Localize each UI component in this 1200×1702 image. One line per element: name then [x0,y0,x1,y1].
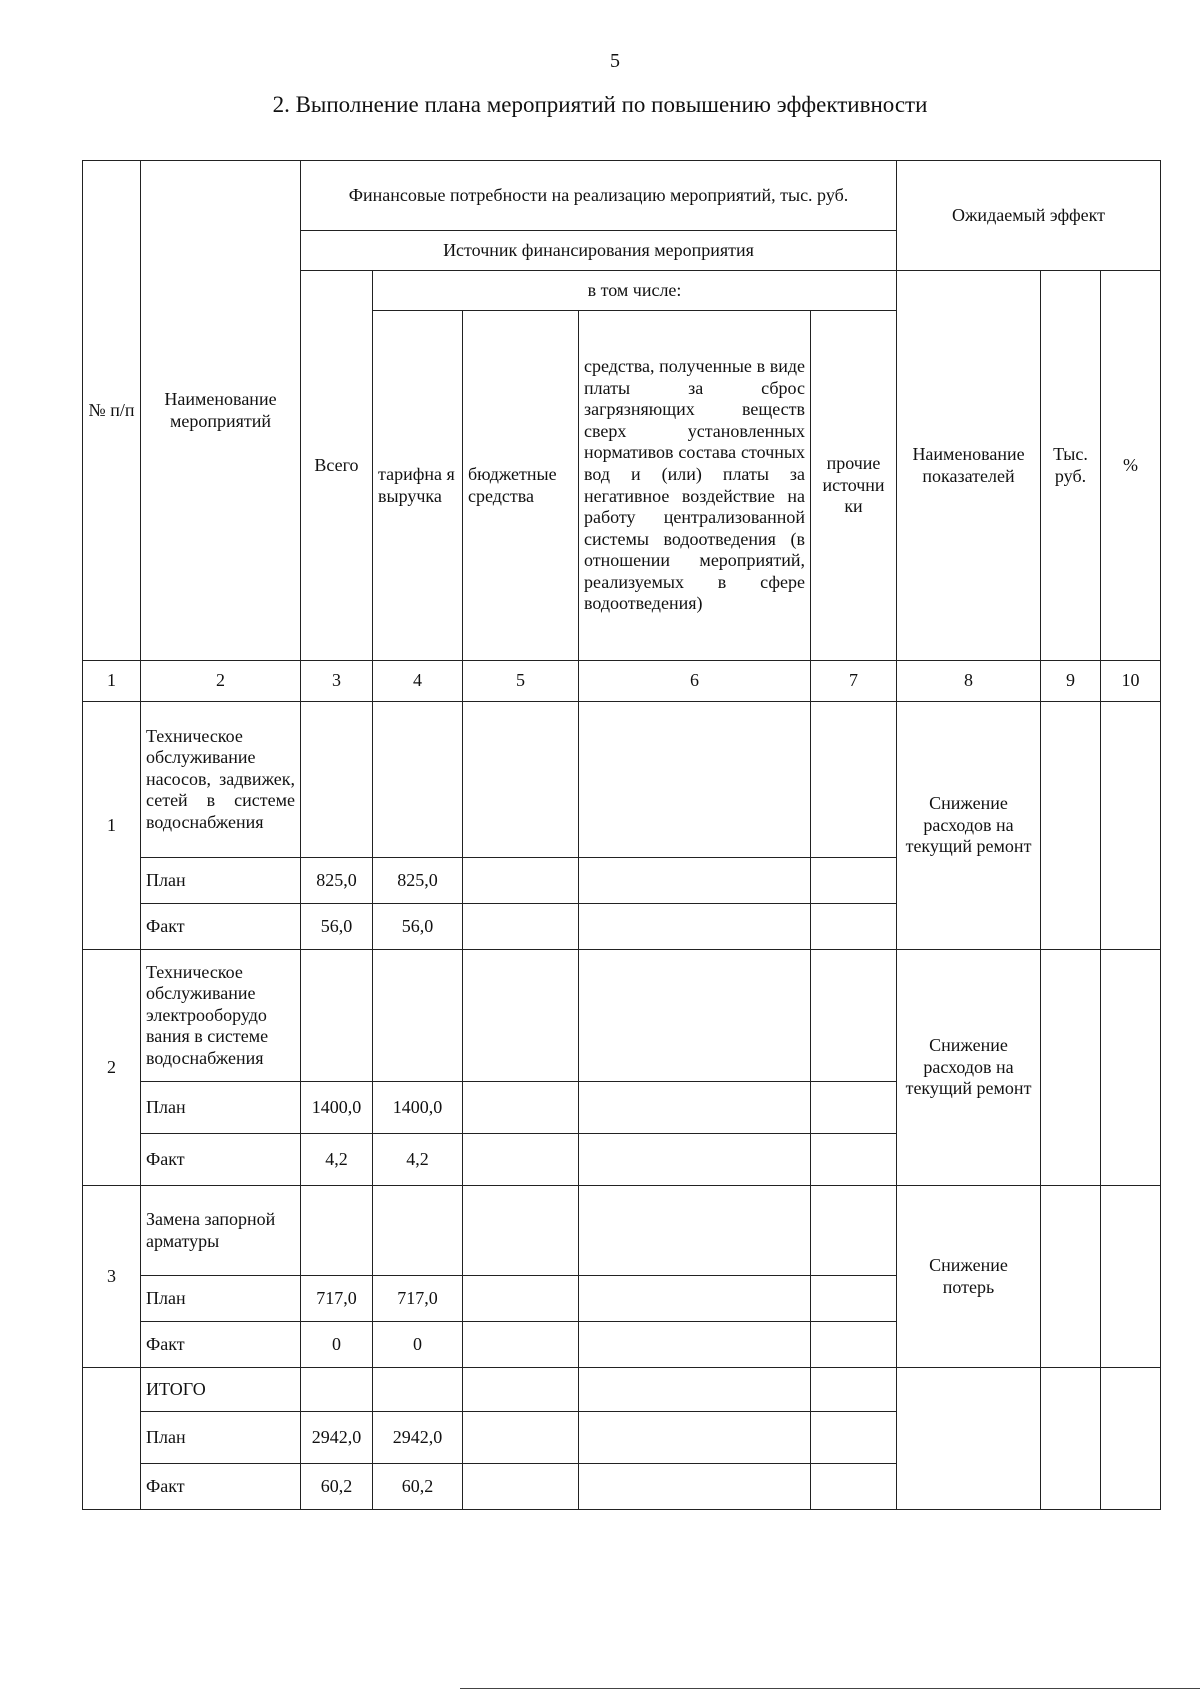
empty-cell [463,1134,579,1186]
header-total: Всего [301,271,373,661]
column-number: 5 [463,661,579,702]
empty-cell [1101,950,1161,1186]
empty-cell [1041,1186,1101,1368]
empty-cell [579,1464,811,1510]
table-row [83,702,1161,858]
empty-cell [897,1368,1041,1510]
header-tariff: тарифна я выручка [373,311,463,661]
fact-tariff: 4,2 [373,1134,463,1186]
empty-cell [463,1082,579,1134]
plan-label: План [141,858,301,904]
expected-effect: Снижение расходов на текущий ремонт [897,950,1041,1186]
plan-label: План [141,1412,301,1464]
expected-effect: Снижение потерь [897,1186,1041,1368]
fact-tariff: 60,2 [373,1464,463,1510]
efficiency-plan-table [82,160,1161,1510]
header-including: в том числе: [373,271,897,311]
empty-cell [579,1082,811,1134]
header-indicator: Наименование показателей [897,271,1041,661]
plan-total: 717,0 [301,1276,373,1322]
fact-total: 0 [301,1322,373,1368]
empty-cell [1041,1368,1101,1510]
empty-cell [373,1368,463,1412]
column-number: 8 [897,661,1041,702]
empty-cell [579,1134,811,1186]
page-number: 5 [610,50,620,72]
empty-cell [373,1186,463,1276]
empty-cell [1041,702,1101,950]
table-row [83,950,1161,1082]
empty-cell [463,950,579,1082]
fact-total: 4,2 [301,1134,373,1186]
empty-cell [811,1412,897,1464]
empty-cell [811,904,897,950]
empty-cell [463,858,579,904]
empty-cell [463,1412,579,1464]
plan-total: 1400,0 [301,1082,373,1134]
empty-cell [811,1082,897,1134]
empty-cell [301,702,373,858]
empty-cell [811,1134,897,1186]
fact-tariff: 56,0 [373,904,463,950]
empty-cell [463,1464,579,1510]
empty-cell [579,1412,811,1464]
header-source: Источник финансирования мероприятия [301,231,897,271]
empty-cell [463,1186,579,1276]
header-percent: % [1101,271,1161,661]
empty-cell [301,950,373,1082]
column-number: 6 [579,661,811,702]
fact-total: 56,0 [301,904,373,950]
empty-cell [579,1322,811,1368]
total-label: ИТОГО [141,1368,301,1412]
empty-cell [811,1464,897,1510]
empty-cell [1101,1186,1161,1368]
empty-cell [579,858,811,904]
fact-total: 60,2 [301,1464,373,1510]
header-rub: Тыс. руб. [1041,271,1101,661]
empty-cell [83,1368,141,1510]
plan-tariff: 717,0 [373,1276,463,1322]
fact-label: Факт [141,904,301,950]
header-fees: средства, полученные в виде платы за сброс загрязняющих веществ сверх установленных нормативов состава сточных вод и (или) платы за негативное воздействие на работу централизованной системы водоотведения (в отношении мероприятий, реализуемых в сфере водоотведения) [579,311,811,661]
plan-total: 825,0 [301,858,373,904]
plan-total: 2942,0 [301,1412,373,1464]
column-number: 1 [83,661,141,702]
plan-label: План [141,1082,301,1134]
row-number: 2 [83,950,141,1186]
plan-tariff: 2942,0 [373,1412,463,1464]
empty-cell [811,950,897,1082]
plan-label: План [141,1276,301,1322]
page-title: 2. Выполнение плана мероприятий по повышению эффективности [272,92,928,117]
column-number: 4 [373,661,463,702]
empty-cell [463,904,579,950]
empty-cell [811,1276,897,1322]
empty-cell [811,1322,897,1368]
empty-cell [301,1368,373,1412]
plan-tariff: 825,0 [373,858,463,904]
column-number: 7 [811,661,897,702]
empty-cell [1101,1368,1161,1510]
empty-cell [811,858,897,904]
column-numbers-row [83,661,1161,702]
header-budget: бюджетные средства [463,311,579,661]
empty-cell [579,904,811,950]
column-number: 2 [141,661,301,702]
header-num: № п/п [83,161,141,661]
empty-cell [811,702,897,858]
table-row [83,1186,1161,1276]
empty-cell [463,1276,579,1322]
empty-cell [1041,950,1101,1186]
header-financial: Финансовые потребности на реализацию мероприятий, тыс. руб. [301,161,897,231]
empty-cell [579,1368,811,1412]
row-number: 1 [83,702,141,950]
header-effect: Ожидаемый эффект [897,161,1161,271]
empty-cell [579,702,811,858]
empty-cell [463,1368,579,1412]
empty-cell [579,1276,811,1322]
empty-cell [301,1186,373,1276]
total-row [83,1368,1161,1412]
fact-label: Факт [141,1322,301,1368]
expected-effect: Снижение расходов на текущий ремонт [897,702,1041,950]
empty-cell [579,950,811,1082]
fact-tariff: 0 [373,1322,463,1368]
empty-cell [1101,702,1161,950]
page-divider [460,1688,1200,1689]
empty-cell [463,1322,579,1368]
header-name: Наименование мероприятий [141,161,301,661]
header-other: прочие источни ки [811,311,897,661]
column-number: 3 [301,661,373,702]
empty-cell [463,702,579,858]
row-number: 3 [83,1186,141,1368]
fact-label: Факт [141,1464,301,1510]
column-number: 9 [1041,661,1101,702]
empty-cell [811,1368,897,1412]
fact-label: Факт [141,1134,301,1186]
measure-name: Техническое обслуживание электрооборудо вания в системе водоснабжения [141,950,301,1082]
column-number: 10 [1101,661,1161,702]
empty-cell [579,1186,811,1276]
header-row-1 [83,161,1161,231]
plan-tariff: 1400,0 [373,1082,463,1134]
empty-cell [373,702,463,858]
empty-cell [811,1186,897,1276]
empty-cell [373,950,463,1082]
measure-name: Замена запорной арматуры [141,1186,301,1276]
measure-name: Техническое обслуживание насосов, задвижек, сетей в системе водоснабжения [141,702,301,858]
